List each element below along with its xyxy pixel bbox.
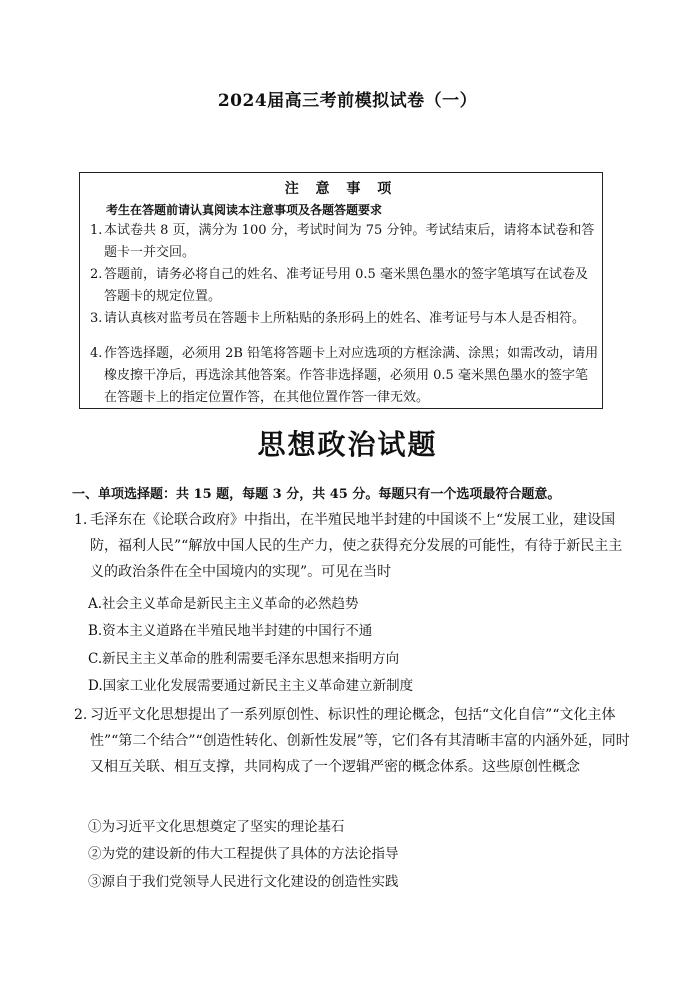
notice-item [90,343,600,409]
question-stem [74,702,634,780]
notice-item-text: 作答选择题，必须用 2B 铅笔将答题卡上对应选项的方框涂满、涂黑；如需改动，请用橡皮擦干净后，再选涂其他答案。作答非选择题，必须用 0.5 毫米黑色墨水的签字笔在答题卡上的指定位置作答，在其他位置作答一律无效。 [104,346,599,405]
notice-item-number: 3. [90,311,103,326]
question-text: 习近平文化思想提出了一系列原创性、标识性的理论概念，包括“文化自信”“文化主体性”“第二个结合”“创造性转化、创新性发展”等，它们各有其清晰丰富的内涵外延，同时又相互关联、相互支撑，共同构成了一个逻辑严密的概念体系。这些原创性概念 [90,707,630,775]
notice-item-text: 答题前，请务必将自己的姓名、准考证号用 0.5 毫米黑色墨水的签字笔填写在试卷及答题卡的规定位置。 [104,267,588,304]
question-text: 毛泽东在《论联合政府》中指出，在半殖民地半封建的中国谈不上“发展工业，建设国防，福利人民”“解放中国人民的生产力，使之获得充分发展的可能性，有待于新民主主义的政治条件在全中国境内的实现”。可见在当时 [90,512,623,580]
notice-item [90,220,600,264]
answer-option: D.国家工业化发展需要通过新民主主义革命建立新制度 [88,678,414,694]
exam-title: 2024届高三考前模拟试卷（一） [217,91,478,111]
notice-item [90,264,600,308]
notice-item-number: 4. [90,346,103,361]
notice-box [79,172,603,409]
question-number: 2. [74,707,88,723]
statement-option: ③源自于我们党领导人民进行文化建设的创造性实践 [88,874,399,890]
section-heading: 一、单项选择题：共 15 题，每题 3 分，共 45 分。每题只有一个选项最符合题意。 [72,487,561,502]
notice-item [90,308,600,330]
question-stem [74,507,634,585]
notice-item-number: 2. [90,267,103,282]
notice-item-text: 本试卷共 8 页，满分为 100 分，考试时间为 75 分钟。考试结束后，请将本试卷和答题卡一并交回。 [104,223,595,260]
subject-title: 思想政治试题 [257,428,438,461]
answer-option: A.社会主义革命是新民主主义革命的必然趋势 [88,596,359,612]
statement-option: ②为党的建设新的伟大工程提供了具体的方法论指导 [88,846,399,862]
notice-item-number: 1. [90,223,103,238]
notice-subheading: 考生在答题前请认真阅读本注意事项及各题答题要求 [106,203,383,217]
notice-heading: 注 意 事 项 [284,181,398,197]
statement-option: ①为习近平文化思想奠定了坚实的理论基石 [88,819,345,835]
notice-item-text: 请认真核对监考员在答题卡上所粘贴的条形码上的姓名、准考证号与本人是否相符。 [104,311,586,326]
answer-option: C.新民主主义革命的胜利需要毛泽东思想来指明方向 [88,651,400,667]
question-number: 1. [74,512,88,528]
answer-option: B.资本主义道路在半殖民地半封建的中国行不通 [88,623,373,639]
